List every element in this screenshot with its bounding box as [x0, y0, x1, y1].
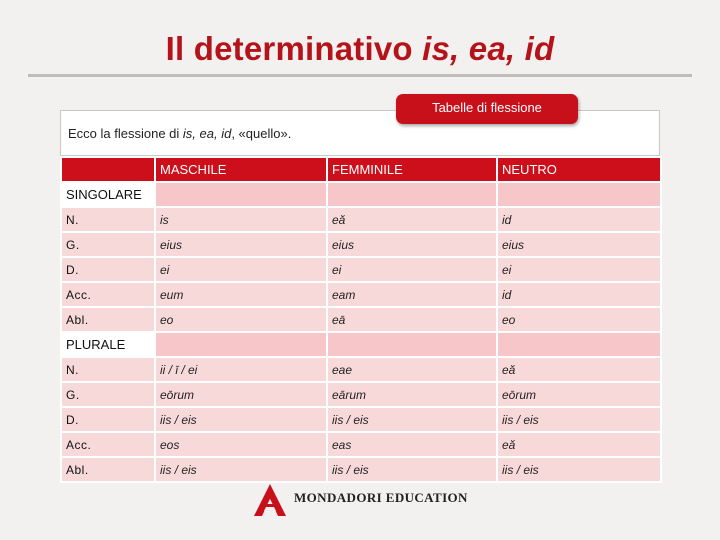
table-row [61, 207, 661, 232]
form-masculine: iis / eis [155, 407, 327, 432]
case-label: N. [61, 357, 155, 382]
header-empty [61, 157, 155, 182]
form-masculine: eo [155, 307, 327, 332]
form-feminine: ei [327, 257, 497, 282]
intro-after: , «quello». [231, 126, 292, 141]
form-masculine: is [155, 207, 327, 232]
form-neuter: iis / eis [497, 407, 661, 432]
section-band [155, 332, 327, 357]
form-neuter: id [497, 282, 661, 307]
logo-text: MONDADORI EDUCATION [294, 490, 468, 505]
page-title [0, 30, 720, 68]
table-row [61, 457, 661, 482]
form-neuter: eo [497, 307, 661, 332]
form-neuter: iis / eis [497, 457, 661, 482]
intro-italic: is, ea, id [182, 126, 232, 141]
form-neuter: eă [497, 432, 661, 457]
form-feminine: eārum [327, 382, 497, 407]
title-italic: is, ea, id [422, 30, 555, 67]
case-label: Acc. [61, 432, 155, 457]
form-neuter: eius [497, 232, 661, 257]
form-feminine: eas [327, 432, 497, 457]
case-label: D. [61, 257, 155, 282]
publisher-logo [250, 480, 490, 520]
section-band [497, 182, 661, 207]
form-neuter: ei [497, 257, 661, 282]
case-label: G. [61, 232, 155, 257]
mondadori-logo-icon [250, 480, 290, 520]
section-label-plural: PLURALE [61, 332, 155, 357]
form-feminine: eā [327, 307, 497, 332]
section-singular-row [61, 182, 661, 207]
form-neuter: id [497, 207, 661, 232]
form-masculine: eius [155, 232, 327, 257]
form-masculine: eos [155, 432, 327, 457]
form-feminine: eă [327, 207, 497, 232]
form-neuter: eōrum [497, 382, 661, 407]
section-band [327, 182, 497, 207]
form-neuter: eă [497, 357, 661, 382]
form-feminine: iis / eis [327, 457, 497, 482]
section-plural-row [61, 332, 661, 357]
form-masculine: eōrum [155, 382, 327, 407]
case-label: G. [61, 382, 155, 407]
form-masculine: ei [155, 257, 327, 282]
form-masculine: iis / eis [155, 457, 327, 482]
case-label: Abl. [61, 457, 155, 482]
table-row [61, 282, 661, 307]
form-masculine: ii / ī / ei [155, 357, 327, 382]
form-feminine: eae [327, 357, 497, 382]
case-label: Acc. [61, 282, 155, 307]
table-header-row [61, 157, 661, 182]
table-row [61, 382, 661, 407]
header-neuter: NEUTRO [497, 157, 661, 182]
case-label: Abl. [61, 307, 155, 332]
table-row [61, 357, 661, 382]
declension-table [60, 156, 662, 483]
case-label: N. [61, 207, 155, 232]
section-band [327, 332, 497, 357]
form-feminine: eius [327, 232, 497, 257]
table-row [61, 407, 661, 432]
form-masculine: eum [155, 282, 327, 307]
table-row [61, 232, 661, 257]
section-label-singular: SINGOLARE [61, 182, 155, 207]
form-feminine: iis / eis [327, 407, 497, 432]
section-band [497, 332, 661, 357]
intro-before: Ecco la flessione di [68, 126, 183, 141]
header-feminine: FEMMINILE [327, 157, 497, 182]
table-row [61, 307, 661, 332]
intro-text [68, 126, 291, 141]
section-badge: Tabelle di flessione [396, 94, 578, 124]
title-divider [28, 74, 692, 77]
case-label: D. [61, 407, 155, 432]
header-masculine: MASCHILE [155, 157, 327, 182]
section-band [155, 182, 327, 207]
title-prefix: Il determinativo [165, 30, 423, 67]
table-row [61, 432, 661, 457]
table-row [61, 257, 661, 282]
form-feminine: eam [327, 282, 497, 307]
